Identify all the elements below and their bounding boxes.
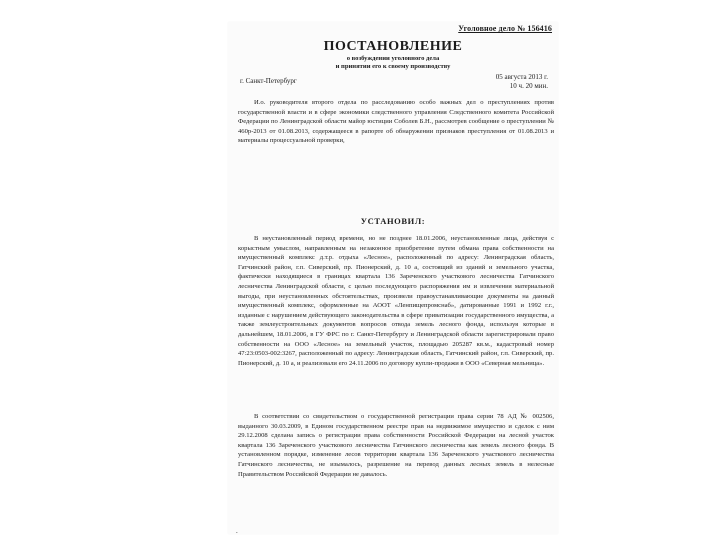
- bottom-mark: .: [236, 527, 238, 534]
- paragraph-registration: В соответствии со свидетельством о государственной регистрации права серии 78 АД № 002506, выданного 30.03.2009, в Едином государственном реестре прав на недвижимое имущество и сделок с ним 29.12.2008 сделана запись о регистрации права собственности Российской Федерации на лесной участок квартала 136 Зареченского участкового лесничества Гатчинского лесничества как земель лесного фонда. В установленном порядке, изменение лесов территории квартала 136 Зареченского участкового лесничества Гатчинского лесничества, не изымалось, разрешение на перевод данных лесных земель в нелесные Правительством Российской Федерации не давалось.: [238, 413, 554, 478]
- paragraph-preamble: И.о. руководителя второго отдела по расследованию особо важных дел о преступлениях против государственной власти и в сфере экономики следственного управления Следственного комитета Российской Федерации по Ленинградской области майор юстиции Соболев Б.Н., рассмотрев сообщение о преступлении № 460р-2013 от 01.08.2013, содержащееся в рапорте об обнаружении признаков преступления от 01.08.2013 и материалы процессуальной проверки,: [238, 99, 554, 145]
- document-date: 05 августа 2013 г.: [495, 73, 548, 81]
- document-title: ПОСТАНОВЛЕНИЕ: [323, 39, 463, 54]
- document-subtitle-2: и принятии его к своему производству: [335, 63, 451, 70]
- document-page: [228, 22, 558, 534]
- paragraph-facts: В неустановленный период времени, но не позднее 18.01.2006, неустановленные лица, действуя с корыстным умыслом, направленным на незаконное приобретение путем обмана права собственности на имущественный комплекс д.т.р. отдыха «Лесное», расположенный по адресу: Ленинградская область, Гатчинский район, г.п. Сиверский, пр. Пионерский, д. 10 а, состоящий из зданий и земельного участка, фактически находящиеся в границах квартала 136 Зареченского участкового лесничества Гатчинского лесничества Ленинградской области, с целью последующего распоряжения им и извлечения материальной выгоды, при неустановленных обстоятельствах, произвели правоустанавливающие документы на данный имущественный комплекс, оформленные на АООТ «Ленпищепромснаб», датированные 1991 и 1992 г.г., изданные с нарушением действующего законодательства в сфере приватизации государственного имущества, а также землеустроительных документов вопросов отвода земель лесного фонда, используя которые в дальнейшем, 18.01.2006, в ГУ ФРС по г. Санкт-Петербургу и Ленинградской области зарегистрировали право собственности на ООО «Лесное» на земельный участок, площадью 205287 кв.м., кадастровый номер 47:23:0503-002:3267, расположенный по адресу: Ленинградская область, Гатчинский район, г.п. Сиверский, пр. Пионерский, д. 10 а, и реализовали его 24.11.2006 по договору купли-продажи в ООО «Северная мельница».: [238, 235, 554, 367]
- document-time: 10 ч. 20 мин.: [509, 82, 548, 90]
- section-heading-established: УСТАНОВИЛ:: [360, 216, 426, 226]
- document-subtitle-1: о возбуждении уголовного дела: [346, 55, 440, 62]
- case-number: Уголовное дело № 156416: [458, 24, 552, 33]
- date-block: [496, 73, 548, 91]
- city-label: г. Санкт-Петербург: [240, 77, 297, 85]
